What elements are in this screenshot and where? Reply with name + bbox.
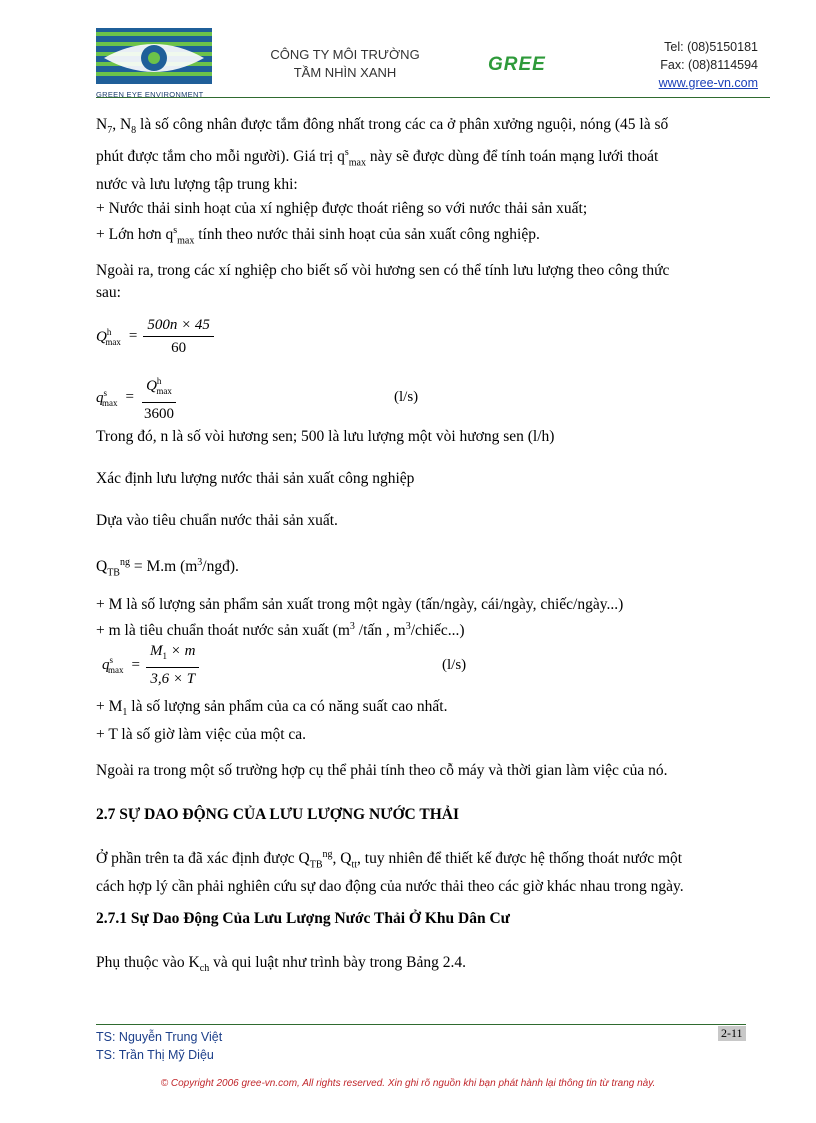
author-block (96, 1028, 222, 1064)
unit-label: (l/s) (442, 656, 467, 673)
paragraph-industrial: Xác định lưu lượng nước thải sản xuất công nghiệp (96, 470, 415, 487)
author-2: TS: Trần Thị Mỹ Diệu (96, 1048, 214, 1062)
bullet-list-m1-t (96, 696, 766, 746)
fax-number: Fax: (08)8114594 (660, 58, 758, 72)
bullet-item: + Lớn hơn $q^s_{max}$ tính theo nước thải sinh hoạt của sản xuất công nghiệp. (96, 225, 540, 247)
paragraph-machinery: Ngoài ra trong một số trường hợp cụ thể phải tính theo cỗ máy và thời gian làm việc của nó. (96, 762, 668, 779)
author-1: TS: Nguyễn Trung Việt (96, 1030, 223, 1044)
paragraph-where: Trong đó, n là số vòi hương sen; 500 là lưu lượng một vòi hương sen (l/h) (96, 428, 555, 445)
company-name-line1: CÔNG TY MÔI TRƯỜNG (270, 47, 420, 62)
paragraph-shower: Ngoài ra, trong các xí nghiệp cho biết số vòi hương sen có thể tính lưu lượng theo công thức sau: (96, 262, 670, 301)
section-heading-2-7: 2.7 SỰ DAO ĐỘNG CỦA LƯU LƯỢNG NƯỚC THẢI (96, 806, 459, 823)
formula-q-max-s: $q^s_{max}$ = $\frac{Q^h_{max}}{3600}$ (l/s) (96, 372, 426, 423)
footer-rule (96, 1024, 746, 1025)
tel-number: Tel: (08)5150181 (664, 40, 758, 54)
company-logo (96, 28, 212, 99)
brand-mark: GREE (488, 54, 546, 75)
bullet-item: + Nước thải sinh hoạt của xí nghiệp được thoát riêng so với nước thải sản xuất; (96, 200, 588, 217)
company-name (240, 46, 450, 82)
bullet-item: + M là số lượng sản phẩm sản xuất trong một ngày (tấn/ngày, cái/ngày, chiếc/ngày...) (96, 596, 624, 613)
bullet-list-conditions (96, 198, 766, 252)
bullet-item: + $M_1$ là số lượng sản phẩm của ca có năng suất cao nhất. (96, 698, 448, 719)
subsection-heading-2-7-1: 2.7.1 Sự Dao Động Của Lưu Lượng Nước Thải Ở Khu Dân Cư (96, 910, 510, 927)
paragraph-n7-n8: $N_7$, $N_8$ là số công nhân được tắm đông nhất trong các ca ở phân xưởng nguội, nóng (45 là số phút được tắm cho mỗi người). Giá trị $q^s_{max}$ này sẽ được dùng để tính toán mạng lưới thoát nước và lưu lượng tập trung khi: (96, 116, 669, 194)
formula-q-max-h: $Q^h_{max}$ = $\frac{500n \times 45}{60}$ (96, 316, 214, 357)
unit-label: (l/s) (394, 389, 419, 405)
bullet-list-variables (96, 594, 766, 642)
paragraph-kch: Phụ thuộc vào $K_{ch}$ và qui luật như trình bày trong Bảng 2.4. (96, 954, 467, 975)
page-number: 2-11 (718, 1026, 746, 1041)
formula-q-max-production: $q^s_{max}$ = $\frac{M_1 \times m}{3,6 \times T}$ (l/s) (102, 643, 467, 687)
green-eye-logo-icon (96, 28, 212, 84)
company-name-line2: TẦM NHÌN XANH (293, 65, 397, 80)
paragraph-fluctuation: Ở phần trên ta đã xác định được $Q_{TB}^{ng}$, $Q_{tt}$, tuy nhiên để thiết kế được hệ thống thoát nước một cách hợp lý cần phải nghiên cứu sự dao động của nước thải theo các giờ khác nhau trong ngày. (96, 849, 684, 896)
formula-qtb: $Q_{TB}^{ng} = M.m$ $(m^3/ngđ)$. (96, 557, 239, 579)
paragraph-standard: Dựa vào tiêu chuẩn nước thải sản xuất. (96, 512, 338, 529)
bullet-item: + m là tiêu chuẩn thoát nước sản xuất ($m^3$ /tấn , $m^3/chiếc$...) (96, 621, 465, 640)
website-link[interactable]: www.gree-vn.com (658, 76, 758, 90)
copyright-notice: © Copyright 2006 gree-vn.com, All rights reserved. Xin ghi rõ nguồn khi bạn phát hành lại thông tin từ trang này. (160, 1078, 656, 1089)
header-rule (96, 97, 770, 98)
contact-block (600, 38, 758, 92)
logo-caption: GREEN EYE ENVIRONMENT (96, 90, 204, 99)
bullet-item: + T là số giờ làm việc của một ca. (96, 726, 307, 744)
